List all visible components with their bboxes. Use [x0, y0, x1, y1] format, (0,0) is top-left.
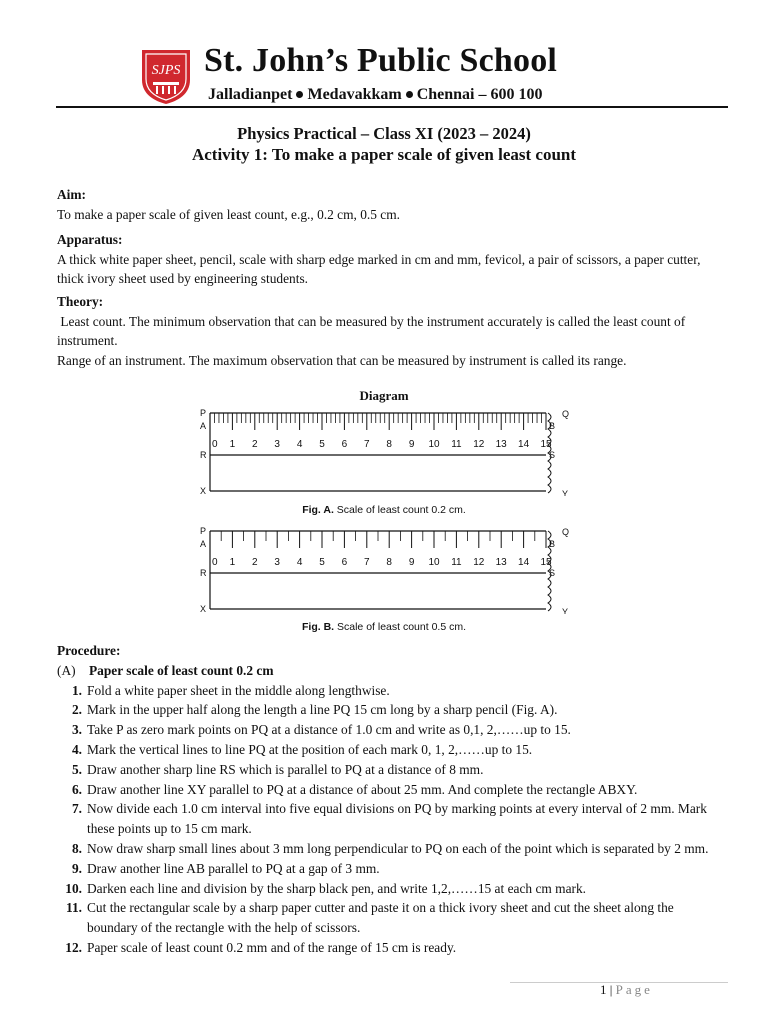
logo-monogram: SJPS	[151, 63, 181, 78]
point-label-s: S	[549, 450, 556, 460]
procedure-heading: Procedure:	[57, 643, 121, 658]
page-separator: |	[606, 982, 616, 997]
step-text: Take P as zero mark points on PQ at a distance of 1.0 cm and write as 0,1, 2,……up to 15.	[87, 722, 571, 738]
aim-section	[57, 185, 727, 224]
step-number: 6.	[71, 781, 82, 797]
scale-number: 5	[319, 439, 325, 450]
practical-title: Physics Practical – Class XI (2023 – 2024)	[237, 124, 531, 143]
step-number: 5.	[71, 761, 82, 777]
theory-least-count: Least count. The minimum observation that can be measured by the instrument accurately is called the least count of instrument.	[57, 313, 689, 349]
scale-number: 6	[341, 439, 348, 450]
procedure-step	[57, 898, 727, 938]
step-number: 3.	[71, 722, 82, 738]
scale-number: 10	[428, 439, 440, 450]
point-label-y: Y	[562, 489, 569, 496]
point-label-r: R	[200, 450, 207, 460]
address-city: Chennai – 600 100	[416, 86, 543, 103]
point-label-p: P	[200, 408, 207, 418]
diagram-heading: Diagram	[359, 388, 409, 403]
apparatus-text: A thick white paper sheet, pencil, scale with sharp edge marked in cm and mm, fevicol, a pair of scissors, a paper cutter, thick ivory sheet used by engineering students.	[57, 251, 701, 287]
figure-a-caption-text: Scale of least count 0.2 cm.	[333, 504, 466, 516]
apparatus-section	[57, 230, 727, 289]
step-number: 12.	[65, 939, 82, 955]
scale-number: 14	[518, 439, 530, 450]
address-area: Jalladianpet	[208, 86, 293, 103]
step-text: Draw another line AB parallel to PQ at a gap of 3 mm.	[87, 860, 380, 876]
header-divider	[56, 106, 728, 108]
procedure-steps	[57, 681, 727, 958]
point-label-r: R	[200, 568, 207, 578]
point-label-x: X	[200, 486, 207, 496]
procedure-step	[57, 720, 727, 740]
sub-a-title: Paper scale of least count 0.2 cm	[88, 662, 274, 678]
scale-number: 14	[518, 557, 530, 568]
sub-a-marker: (A)	[57, 662, 76, 678]
theory-heading: Theory:	[57, 294, 104, 309]
step-text: Now divide each 1.0 cm interval into five equal divisions on PQ by marking points at every interval of 2 mm. Mark these points up to 15 cm mark.	[87, 801, 707, 837]
step-number: 1.	[71, 682, 82, 698]
scale-number: 10	[428, 557, 440, 568]
bullet-dot-icon	[406, 91, 413, 98]
point-label-x: X	[200, 604, 207, 614]
figure-a-caption	[0, 504, 768, 516]
scale-number: 15	[540, 557, 552, 568]
scale-number: 1	[229, 439, 236, 450]
scale-number: 6	[341, 557, 348, 568]
page-number: 1	[600, 982, 607, 997]
scale-number: 7	[364, 439, 370, 450]
procedure-step	[57, 760, 727, 780]
scale-number: 4	[296, 557, 303, 568]
step-text: Draw another sharp line RS which is parallel to PQ at a distance of 8 mm.	[87, 761, 484, 777]
procedure-step	[57, 859, 727, 879]
scale-number: 12	[473, 557, 485, 568]
step-text: Cut the rectangular scale by a sharp paper cutter and paste it on a thick ivory sheet and cut the sheet along the boundary of the rectangle with the help of scissors.	[87, 900, 674, 936]
procedure-sub-a	[57, 661, 727, 681]
point-label-q: Q	[562, 527, 570, 537]
page-word: Page	[615, 982, 653, 997]
point-label-b: B	[549, 421, 556, 431]
scale-number: 15	[540, 439, 552, 450]
step-number: 8.	[71, 840, 82, 856]
figure-b-caption	[0, 621, 768, 633]
scale-number: 3	[274, 557, 280, 568]
procedure-step	[57, 938, 727, 958]
school-address	[208, 86, 543, 104]
scale-number: 0	[212, 557, 218, 568]
scale-number: 5	[319, 557, 325, 568]
scale-number: 8	[386, 557, 392, 568]
figure-b-label: Fig. B.	[302, 621, 335, 633]
school-logo-icon	[136, 46, 196, 106]
scale-number: 0	[212, 439, 218, 450]
procedure-step	[57, 839, 727, 859]
point-label-a: A	[200, 539, 207, 549]
scale-number: 1	[229, 557, 236, 568]
step-number: 9.	[71, 860, 82, 876]
step-text: Darken each line and division by the sharp black pen, and write 1,2,……15 at each cm mark.	[87, 880, 587, 896]
theory-section	[57, 292, 727, 370]
figure-a-scale	[196, 406, 586, 496]
scale-number: 13	[495, 557, 507, 568]
scale-number: 9	[408, 439, 415, 450]
procedure-section	[57, 641, 727, 958]
point-label-q: Q	[562, 409, 570, 419]
page-footer	[600, 982, 653, 998]
aim-heading: Aim:	[57, 187, 87, 202]
point-label-b: B	[549, 539, 556, 549]
scale-number: 12	[473, 439, 485, 450]
theory-range: Range of an instrument. The maximum observation that can be measured by instrument is called its range.	[57, 352, 627, 368]
step-text: Mark in the upper half along the length a line PQ 15 cm long by a sharp pencil (Fig. A).	[87, 702, 558, 718]
scale-number: 11	[451, 439, 462, 450]
scale-number: 4	[296, 439, 303, 450]
procedure-step	[57, 681, 727, 701]
step-number: 2.	[71, 702, 82, 718]
procedure-step	[57, 740, 727, 760]
scale-number: 8	[386, 439, 392, 450]
figure-b-caption-text: Scale of least count 0.5 cm.	[334, 621, 466, 633]
apparatus-heading: Apparatus:	[57, 232, 123, 247]
point-label-s: S	[549, 568, 556, 578]
scale-number: 11	[451, 557, 462, 568]
scale-number: 13	[495, 439, 507, 450]
scale-number: 2	[252, 557, 258, 568]
scale-number: 9	[408, 557, 415, 568]
procedure-step	[57, 799, 727, 839]
step-number: 7.	[71, 801, 82, 817]
step-text: Paper scale of least count 0.2 mm and of the range of 15 cm is ready.	[87, 939, 457, 955]
procedure-step	[57, 700, 727, 720]
scale-number: 2	[252, 439, 258, 450]
scale-number: 3	[274, 439, 280, 450]
step-number: 4.	[71, 741, 82, 757]
step-text: Fold a white paper sheet in the middle along lengthwise.	[87, 682, 390, 698]
scale-number: 7	[364, 557, 370, 568]
point-label-p: P	[200, 526, 207, 536]
figure-a-label: Fig. A.	[302, 504, 334, 516]
step-text: Draw another line XY parallel to PQ at a distance of about 25 mm. And complete the rectangle ABXY.	[87, 781, 638, 797]
activity-title: Activity 1: To make a paper scale of given least count	[191, 145, 577, 164]
procedure-step	[57, 879, 727, 899]
point-label-y: Y	[562, 607, 569, 614]
aim-text: To make a paper scale of given least count, e.g., 0.2 cm, 0.5 cm.	[57, 206, 401, 222]
procedure-step	[57, 780, 727, 800]
school-header	[136, 42, 616, 110]
step-number: 10.	[65, 880, 82, 896]
figure-b-scale	[196, 524, 586, 614]
bullet-dot-icon	[296, 91, 303, 98]
step-text: Mark the vertical lines to line PQ at the position of each mark 0, 1, 2,……up to 15.	[87, 741, 533, 757]
address-locality: Medavakkam	[307, 86, 402, 103]
point-label-a: A	[200, 421, 207, 431]
school-name: St. John’s Public School	[204, 42, 558, 79]
step-text: Now draw sharp small lines about 3 mm long perpendicular to PQ on each of the point which is separated by 2 mm.	[87, 840, 709, 856]
step-number: 11.	[66, 900, 82, 916]
